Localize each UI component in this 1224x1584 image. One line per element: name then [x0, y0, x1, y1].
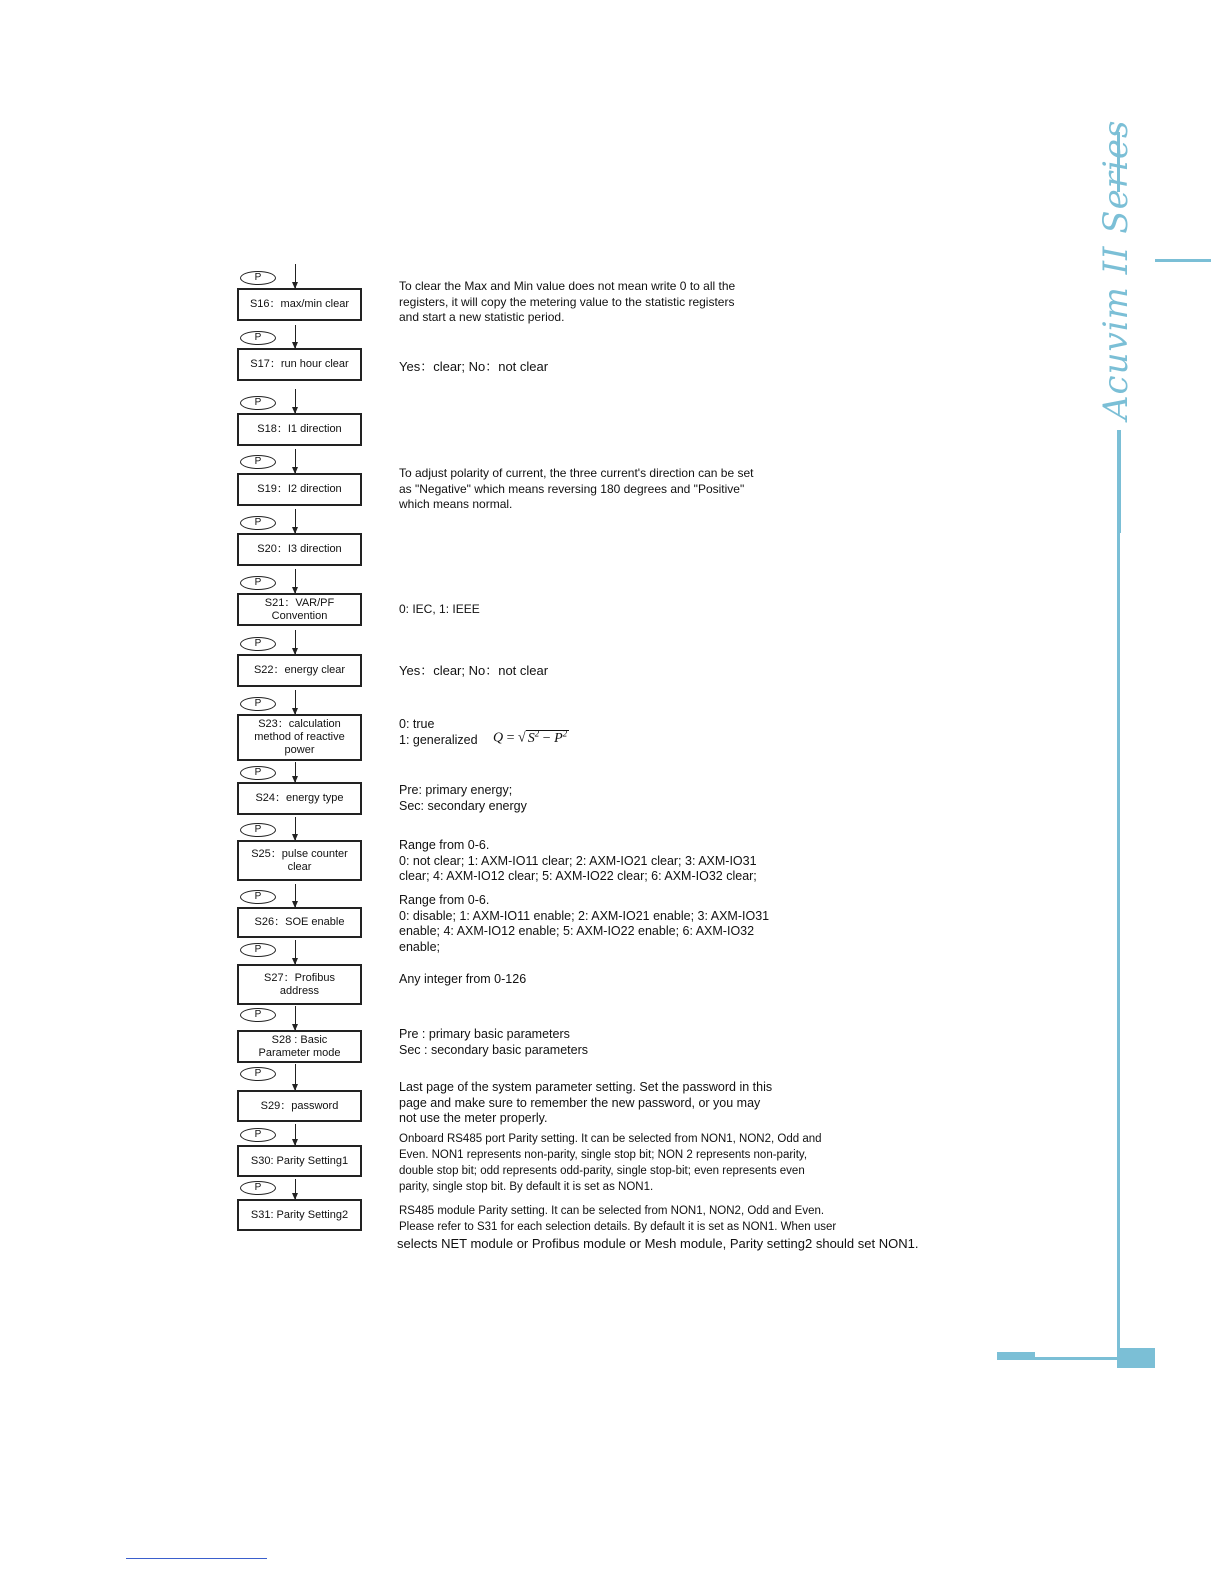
p-key-icon: P [240, 516, 276, 530]
side-rule-mid [1117, 430, 1121, 533]
description-s31: RS485 module Parity setting. It can be selected from NON1, NON2, Odd and Even. Please refer to S31 for each selection details. By default it is set as NON1. When user [399, 1205, 837, 1233]
p-key-icon: P [240, 1008, 276, 1022]
down-arrow-icon [295, 449, 296, 473]
step-box-s29: S29：password [237, 1090, 362, 1122]
down-arrow-icon [295, 630, 296, 654]
p-key-icon: P [240, 823, 276, 837]
step-box-s31: S31: Parity Setting2 [237, 1199, 362, 1231]
down-arrow-icon [295, 1179, 296, 1199]
p-key-icon: P [240, 1067, 276, 1081]
p-key-icon: P [240, 890, 276, 904]
description-s17: Yes：clear; No：not clear [399, 359, 549, 374]
footer-rule [126, 1558, 267, 1559]
step-box-s28: S28 : Basic Parameter mode [237, 1030, 362, 1063]
down-arrow-icon [295, 1006, 296, 1030]
reactive-power-formula: Q = √ $S^2 - P^2$ [493, 728, 568, 746]
step-box-s20: S20：I3 direction [237, 533, 362, 566]
down-arrow-icon [295, 509, 296, 533]
p-key-icon: P [240, 271, 276, 285]
p-key-icon: P [240, 1181, 276, 1195]
p-key-icon: P [240, 943, 276, 957]
side-tick [1155, 259, 1211, 262]
description-s16: To clear the Max and Min value does not mean write 0 to all the registers, it will copy the metering value to the statistic registers and start a new statistic period. [399, 279, 736, 324]
down-arrow-icon [295, 884, 296, 907]
description-s26: Range from 0-6. 0: disable; 1: AXM-IO11 enable; 2: AXM-IO21 enable; 3: AXM-IO31 enable; 4: AXM-IO12 enable; 5: AXM-IO22 enable; 6: AXM-IO32 enable; [399, 893, 770, 954]
down-arrow-icon [295, 940, 296, 964]
side-rule-long [1117, 533, 1120, 1363]
description-s22: Yes：clear; No：not clear [399, 663, 549, 678]
step-box-s16: S16：max/min clear [237, 288, 362, 321]
step-box-s22: S22：energy clear [237, 654, 362, 687]
down-arrow-icon [295, 264, 296, 288]
bottom-bar-left [997, 1352, 1035, 1360]
step-box-s23: S23：calculation method of reactive power [237, 714, 362, 761]
down-arrow-icon [295, 325, 296, 348]
step-box-s24: S24：energy type [237, 782, 362, 815]
p-key-icon: P [240, 1128, 276, 1142]
step-box-s17: S17：run hour clear [237, 348, 362, 381]
description-s27: Any integer from 0-126 [399, 972, 527, 986]
p-key-icon: P [240, 396, 276, 410]
description-s29: Last page of the system parameter setting. Set the password in this page and make sure to remember the new password, or you may not use the meter properly. [399, 1080, 773, 1125]
down-arrow-icon [295, 1124, 296, 1145]
down-arrow-icon [295, 817, 296, 840]
series-title: Acuvim II Series [1096, 119, 1136, 420]
step-box-s27: S27：Profibus address [237, 964, 362, 1005]
description-s25: Range from 0-6. 0: not clear; 1: AXM-IO11 clear; 2: AXM-IO21 clear; 3: AXM-IO31 clear; 4: AXM-IO12 clear; 5: AXM-IO22 clear; 6: AXM-IO32 clear; [399, 838, 757, 883]
description-s19: To adjust polarity of current, the three current's direction can be set as "Negative" which means reversing 180 degrees and "Positive" which means normal. [399, 466, 754, 511]
bottom-bar-right [1117, 1348, 1155, 1368]
down-arrow-icon [295, 389, 296, 413]
p-key-icon: P [240, 697, 276, 711]
step-box-s25: S25：pulse counter clear [237, 840, 362, 881]
down-arrow-icon [295, 762, 296, 782]
p-key-icon: P [240, 576, 276, 590]
down-arrow-icon [295, 690, 296, 714]
step-box-s19: S19：I2 direction [237, 473, 362, 506]
bottom-bar-line [1035, 1357, 1117, 1360]
step-box-s26: S26：SOE enable [237, 907, 362, 938]
step-box-s21: S21：VAR/PF Convention [237, 593, 362, 626]
description-s23: 0: true 1: generalized [399, 717, 478, 747]
down-arrow-icon [295, 1064, 296, 1090]
p-key-icon: P [240, 637, 276, 651]
step-box-s30: S30: Parity Setting1 [237, 1145, 362, 1177]
p-key-icon: P [240, 331, 276, 345]
description-s21: 0: IEC, 1: IEEE [399, 602, 480, 616]
description-s30: Onboard RS485 port Parity setting. It can be selected from NON1, NON2, Odd and Even. NON1 represents non-parity, single stop bit; NON 2 represents non-parity, double stop bit; odd represents odd-parity, single stop-bit; even represents even parity, single stop bit. By default it is set as NON1. [399, 1133, 822, 1193]
step-box-s18: S18：I1 direction [237, 413, 362, 446]
description-s31-continued: selects NET module or Profibus module or Mesh module, Parity setting2 should set NON1. [397, 1236, 919, 1251]
description-s24: Pre: primary energy; Sec: secondary energy [399, 783, 527, 813]
p-key-icon: P [240, 766, 276, 780]
description-s28: Pre : primary basic parameters Sec : secondary basic parameters [399, 1027, 588, 1057]
down-arrow-icon [295, 569, 296, 593]
p-key-icon: P [240, 455, 276, 469]
